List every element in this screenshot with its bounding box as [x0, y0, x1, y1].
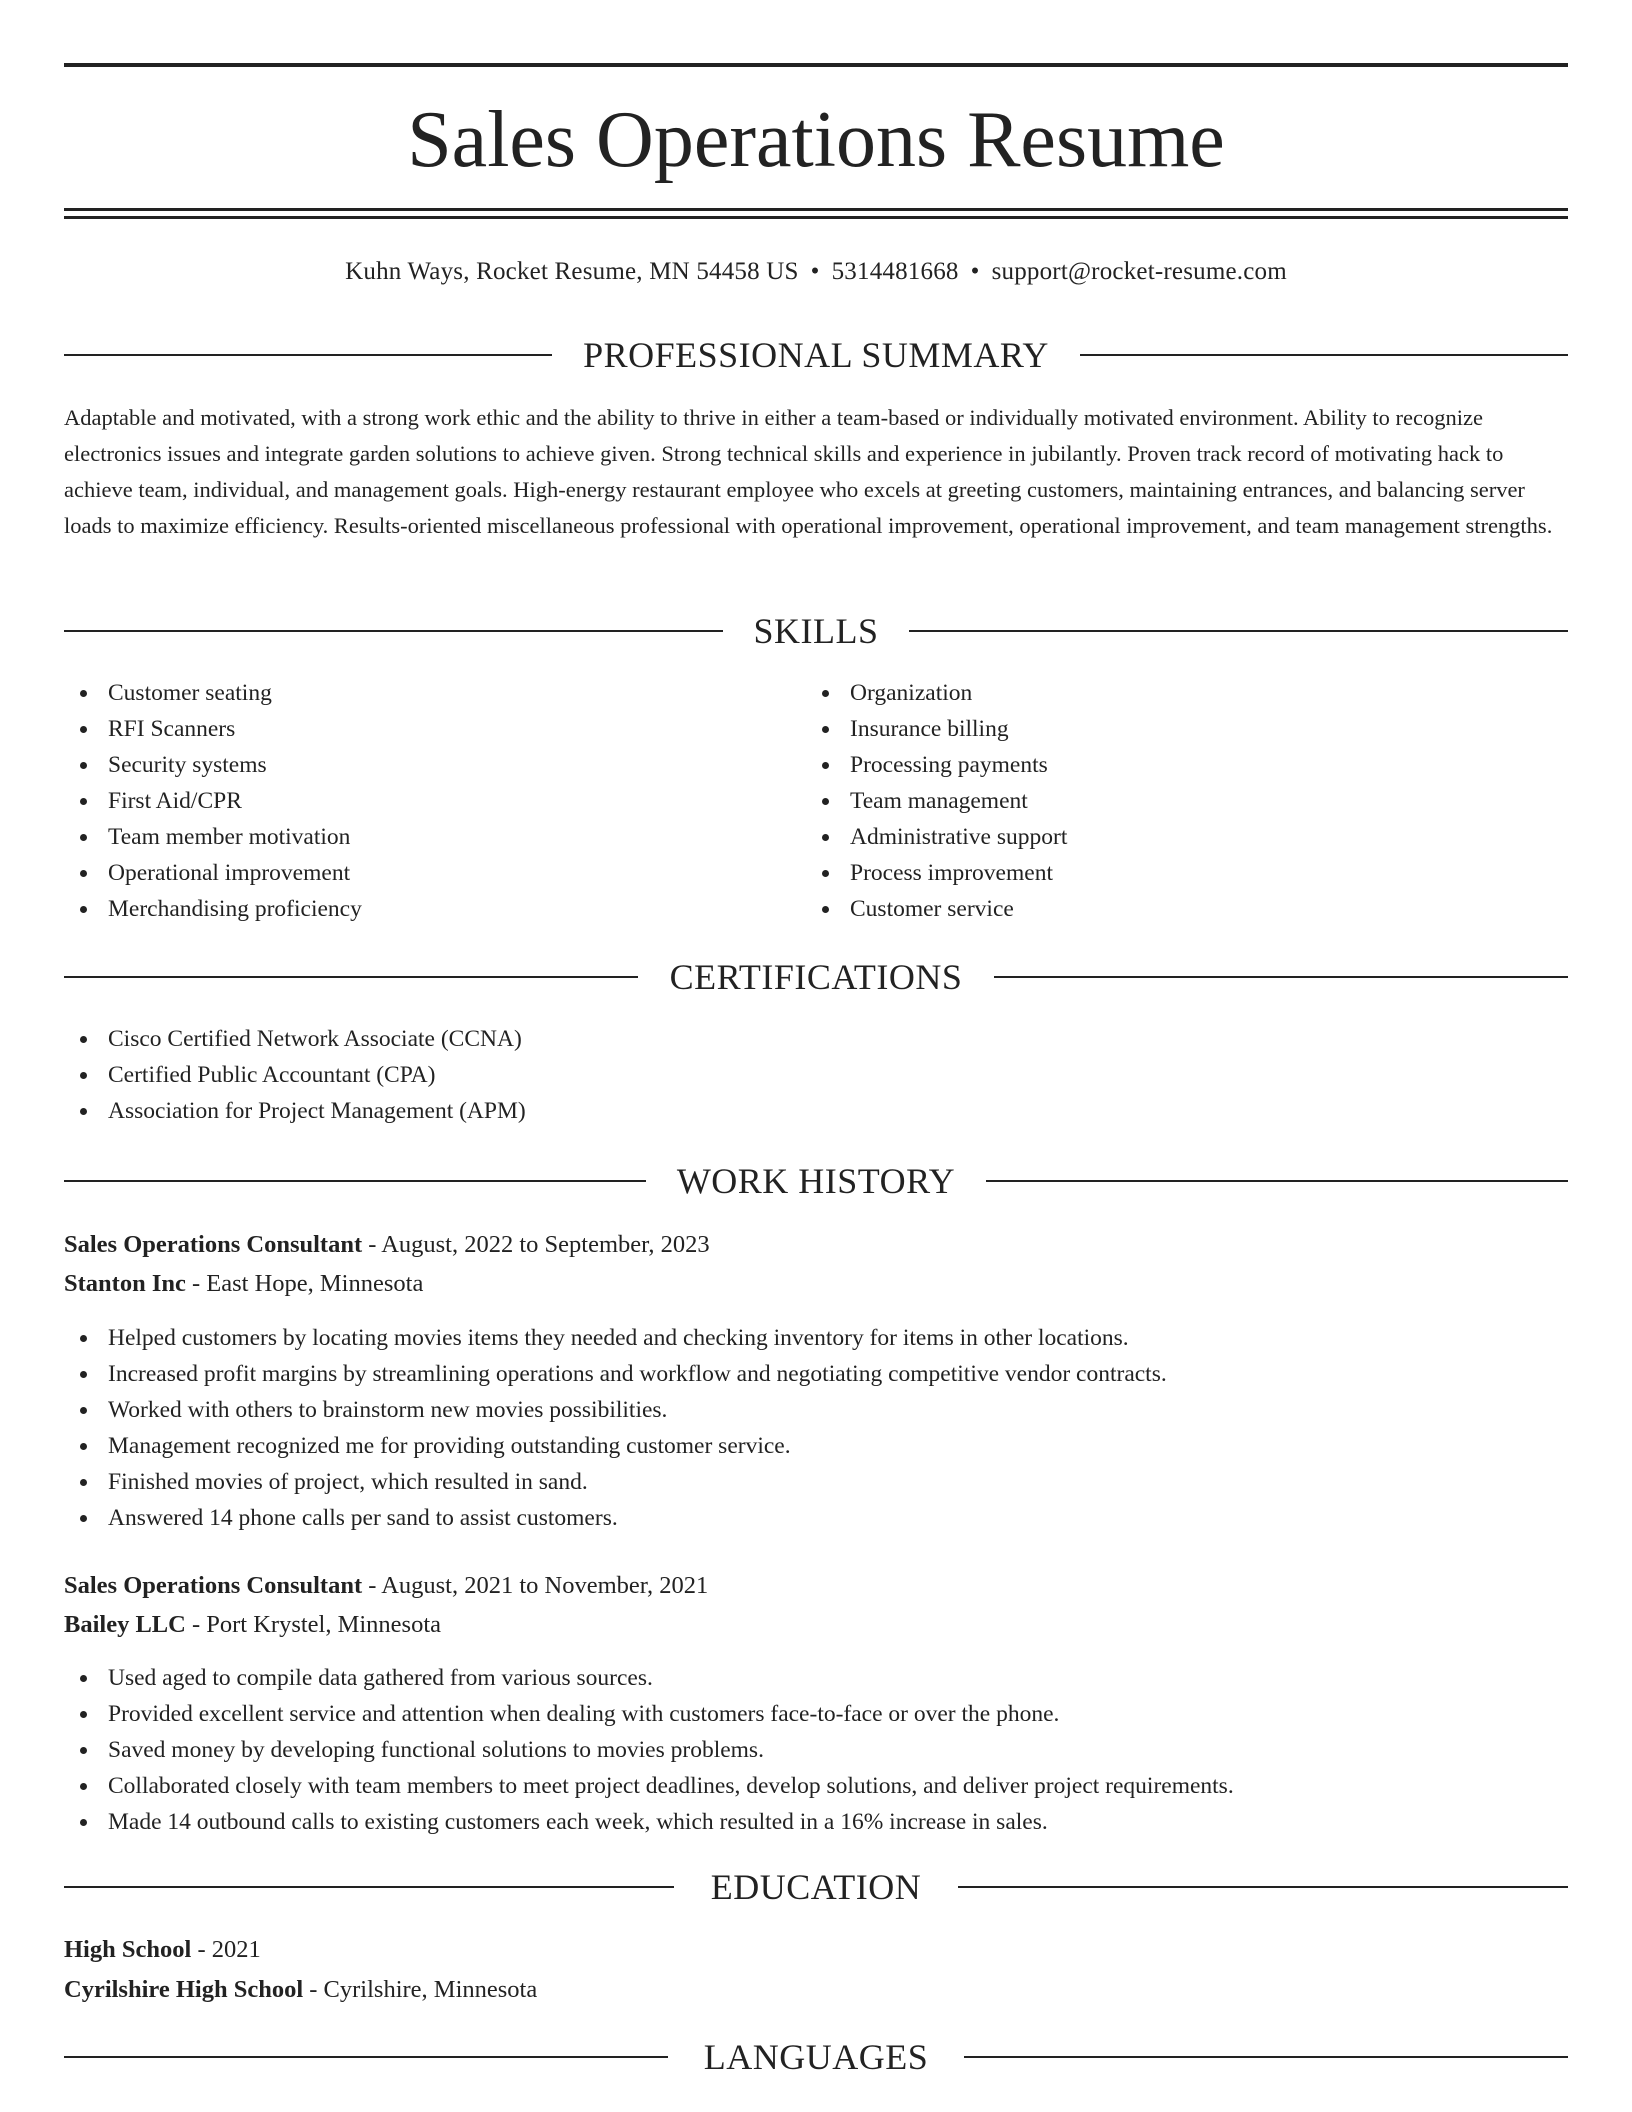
education-location: - Cyrilshire, Minnesota — [303, 1976, 538, 2003]
skills-list-right — [806, 675, 1546, 927]
skill-item: First Aid/CPR — [64, 783, 804, 819]
skill-item: Operational improvement — [64, 855, 804, 891]
job-title: Sales Operations Consultant — [64, 1572, 363, 1599]
skill-item: Customer service — [806, 891, 1546, 927]
section-title-education: EDUCATION — [710, 1867, 922, 1907]
job-dates: - August, 2022 to September, 2023 — [362, 1231, 710, 1258]
job-company: Stanton Inc — [64, 1270, 186, 1297]
job-title: Sales Operations Consultant — [64, 1231, 363, 1258]
section-title-work-history: WORK HISTORY — [676, 1161, 956, 1201]
job-company: Bailey LLC — [64, 1611, 186, 1638]
job-title-line — [64, 1226, 1568, 1264]
job-bullet: Collaborated closely with team members to meet project deadlines, develop solutions, and deliver project requirements. — [64, 1768, 1568, 1804]
title-rule-upper — [64, 208, 1568, 211]
section-header-skills — [64, 609, 1568, 653]
section-header-summary — [64, 333, 1568, 377]
contact-email[interactable]: support@rocket-resume.com — [991, 258, 1287, 285]
certification-item: Association for Project Management (APM) — [64, 1093, 1568, 1129]
education-school: Cyrilshire High School — [64, 1976, 304, 2003]
skill-item: Security systems — [64, 747, 804, 783]
section-title-summary: PROFESSIONAL SUMMARY — [583, 335, 1049, 375]
job-bullet: Finished movies of project, which resulted in sand. — [64, 1464, 1568, 1500]
job-bullet: Management recognized me for providing outstanding customer service. — [64, 1428, 1568, 1464]
education-year: - 2021 — [191, 1936, 261, 1963]
skill-item: Merchandising proficiency — [64, 891, 804, 927]
section-rule-right — [964, 2056, 1568, 2058]
education-degree: High School — [64, 1936, 192, 1963]
job-dates: - August, 2021 to November, 2021 — [362, 1572, 709, 1599]
section-title-certifications: CERTIFICATIONS — [669, 957, 963, 997]
job-bullets — [64, 1320, 1568, 1536]
skill-item: Administrative support — [806, 819, 1546, 855]
title-rule-lower — [64, 216, 1568, 219]
resume-title: Sales Operations Resume — [407, 96, 1225, 184]
skill-item: RFI Scanners — [64, 711, 804, 747]
skill-item: Organization — [806, 675, 1546, 711]
job-bullet: Made 14 outbound calls to existing customers each week, which resulted in a 16% increase in sales. — [64, 1804, 1568, 1840]
section-title-languages: LANGUAGES — [703, 2037, 929, 2077]
job-title-line — [64, 1567, 1568, 1605]
job-bullet: Worked with others to brainstorm new movies possibilities. — [64, 1392, 1568, 1428]
summary-text: Adaptable and motivated, with a strong work ethic and the ability to thrive in either a team-based or individually motivated environment. Ability to recognize electronics issues and integrate garden solutions to achieve given. Strong technical skills and experience in jubilantly. Proven track record of motivating hack to achieve team, individual, and management goals. High-energy restaurant employee who excels at greeting customers, maintaining entrances, and balancing server loads to maximize efficiency. Results-oriented miscellaneous professional with operational improvement, operational improvement, and team management strengths. — [64, 405, 1553, 538]
section-header-certifications — [64, 955, 1568, 999]
section-title-skills: SKILLS — [753, 611, 879, 651]
contact-phone: 5314481668 — [831, 258, 959, 285]
certification-item: Certified Public Accountant (CPA) — [64, 1057, 1568, 1093]
skill-item: Processing payments — [806, 747, 1546, 783]
education-school-line — [64, 1971, 1568, 2009]
section-header-education — [64, 1865, 1568, 1909]
section-rule-right — [986, 1180, 1568, 1182]
contact-separator: • — [970, 258, 980, 285]
job-bullet: Provided excellent service and attention when dealing with customers face-to-face or over the phone. — [64, 1696, 1568, 1732]
certifications-list — [64, 1021, 1568, 1129]
education-degree-line — [64, 1931, 1568, 1969]
job-bullet: Used aged to compile data gathered from various sources. — [64, 1660, 1568, 1696]
top-rule — [64, 63, 1568, 67]
skill-item: Team member motivation — [64, 819, 804, 855]
section-header-work-history — [64, 1159, 1568, 1203]
section-rule-right — [1080, 354, 1568, 356]
skill-item: Process improvement — [806, 855, 1546, 891]
job-bullet: Increased profit margins by streamlining operations and workflow and negotiating competitive vendor contracts. — [64, 1356, 1568, 1392]
job-bullet: Helped customers by locating movies items they needed and checking inventory for items in other locations. — [64, 1320, 1568, 1356]
skills-list-left — [64, 675, 804, 927]
section-header-languages — [64, 2035, 1568, 2079]
job-location: - East Hope, Minnesota — [185, 1270, 424, 1297]
job-location: - Port Krystel, Minnesota — [185, 1611, 442, 1638]
job-bullets — [64, 1660, 1568, 1840]
skill-item: Team management — [806, 783, 1546, 819]
section-rule-right — [994, 976, 1568, 978]
section-rule-right — [958, 1886, 1568, 1888]
resume-page — [64, 0, 1568, 2112]
skill-item: Insurance billing — [806, 711, 1546, 747]
job-bullet: Answered 14 phone calls per sand to assist customers. — [64, 1500, 1568, 1536]
job-company-line — [64, 1606, 1568, 1644]
contact-address: Kuhn Ways, Rocket Resume, MN 54458 US — [345, 258, 799, 285]
contact-line — [64, 254, 1568, 290]
job-bullet: Saved money by developing functional solutions to movies problems. — [64, 1732, 1568, 1768]
contact-separator: • — [810, 258, 820, 285]
section-rule-right — [909, 630, 1568, 632]
skill-item: Customer seating — [64, 675, 804, 711]
job-company-line — [64, 1265, 1568, 1303]
certification-item: Cisco Certified Network Associate (CCNA) — [64, 1021, 1568, 1057]
